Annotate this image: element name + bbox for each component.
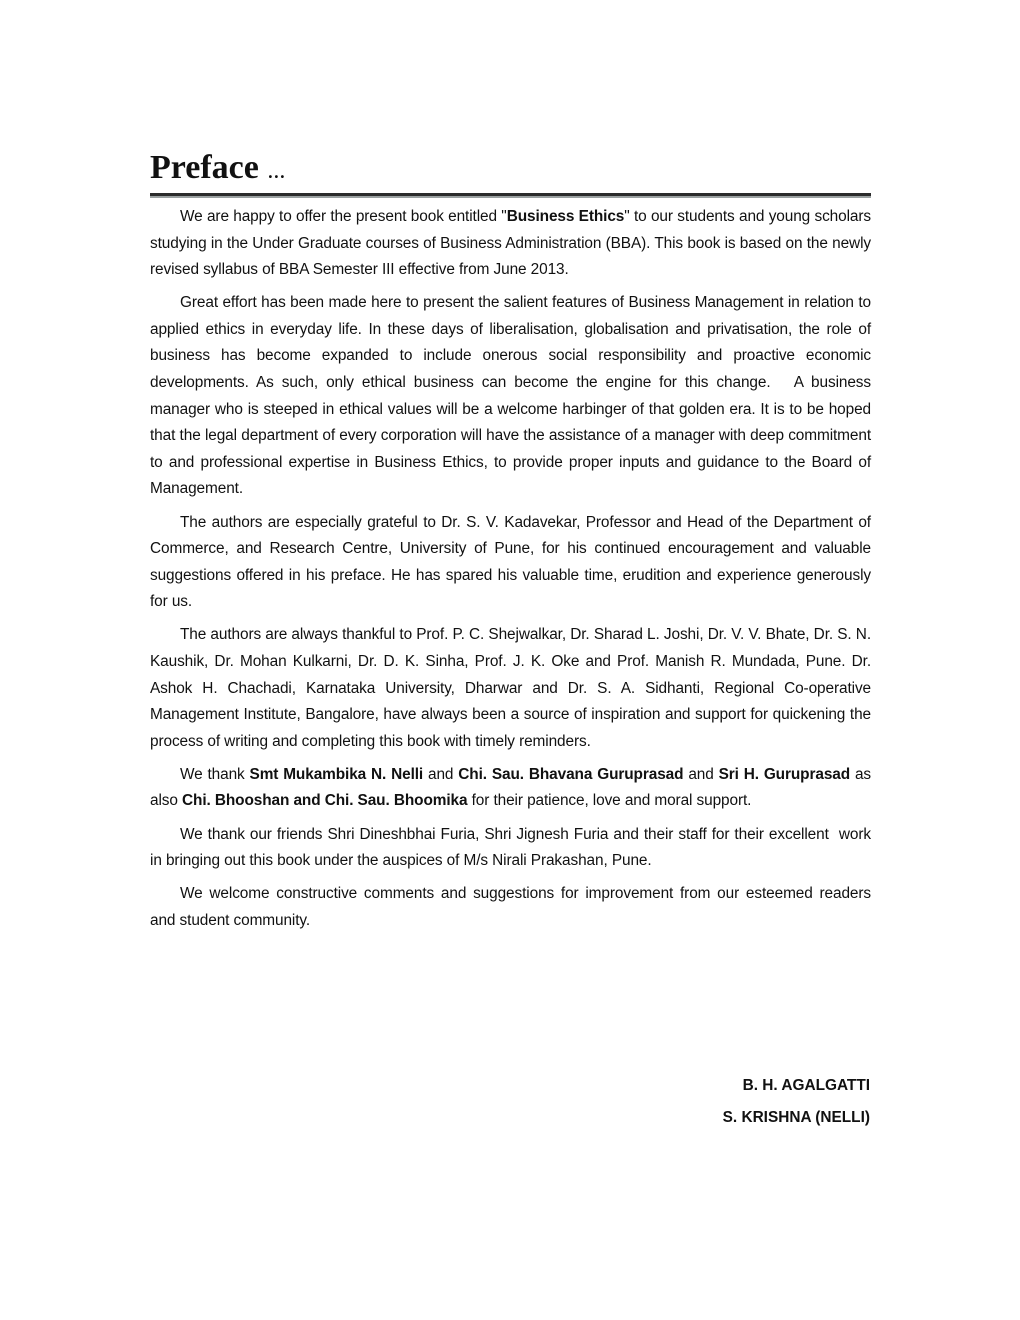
author-signature-1: B. H. AGALGATTI (742, 1077, 870, 1094)
text: and (423, 765, 459, 783)
paragraph-1 (150, 204, 871, 284)
text: and (683, 765, 719, 783)
name: Smt Mukambika N. Nelli (249, 765, 424, 783)
paragraph-7: We welcome constructive comments and suggestions for improvement from our esteemed readers and student community. (150, 885, 871, 929)
paragraph-3: The authors are especially grateful to Dr. S. V. Kadavekar, Professor and Head of the Department of Commerce, and Research Centre, University of Pune, for his continued encouragement and valuable suggestions offered in his preface. He has spared his valuable time, erudition and experience generously for us. (150, 513, 871, 611)
text: We thank (180, 765, 250, 783)
author-signature-2: S. KRISHNA (NELLI) (722, 1109, 870, 1126)
title-ellipsis: ... (267, 158, 286, 184)
text: " to our students and young scholars studying in the Under Graduate courses of Business Administration (BBA). This book is based on the newly revised syllabus of BBA Semester III effective from June 2013. (150, 208, 872, 279)
title-text: Preface (150, 149, 259, 186)
paragraph-4: The authors are always thankful to Prof. P. C. Shejwalkar, Dr. Sharad L. Joshi, Dr. V. V. Bhate, Dr. S. N. Kaushik, Dr. Mohan Kulkarni, Dr. D. K. Sinha, Prof. J. K. Oke and Prof. Manish R. Mundada, Pune. Dr. Ashok H. Chachadi, Karnataka University, Dharwar and Dr. S. A. Sidhanti, Regional Co-operative Management Institute, Bangalore, have always been a source of inspiration and support for quickening the process of writing and completing this book with timely reminders. (150, 626, 871, 750)
preface-page (150, 148, 876, 941)
page-title (150, 148, 871, 191)
text: We are happy to offer the present book entitled " (180, 208, 507, 225)
paragraph-6: We thank our friends Shri Dineshbhai Furia, Shri Jignesh Furia and their staff for their excellent work in bringing out this book under the auspices of M/s Nirali Prakashan, Pune. (150, 825, 876, 870)
name: Sri H. Guruprasad (718, 765, 851, 783)
paragraph-5 (150, 762, 871, 815)
book-title: Business Ethics (506, 208, 625, 225)
text: for their patience, love and moral support. (467, 792, 752, 810)
paragraph-2: Great effort has been made here to present the salient features of Business Management in relation to applied ethics in everyday life. In these days of liberalisation, globalisation and privatisation, the role of business has become expanded to include onerous social responsibility and proactive economic developments. As such, only ethical business can become the engine for this change. A business manager who is steeped in ethical values will be a welcome harbinger of that golden era. It is to be hoped that the legal department of every corporation will have the assistance of a manager with deep commitment to and professional expertise in Business Ethics, to provide proper inputs and guidance to the Board of Management. (150, 294, 876, 498)
text: as also (150, 765, 872, 810)
name: Chi. Bhooshan and Chi. Sau. Bhoomika (182, 792, 468, 810)
title-rule-shadow (150, 196, 871, 198)
name: Chi. Sau. Bhavana Guruprasad (458, 765, 684, 783)
